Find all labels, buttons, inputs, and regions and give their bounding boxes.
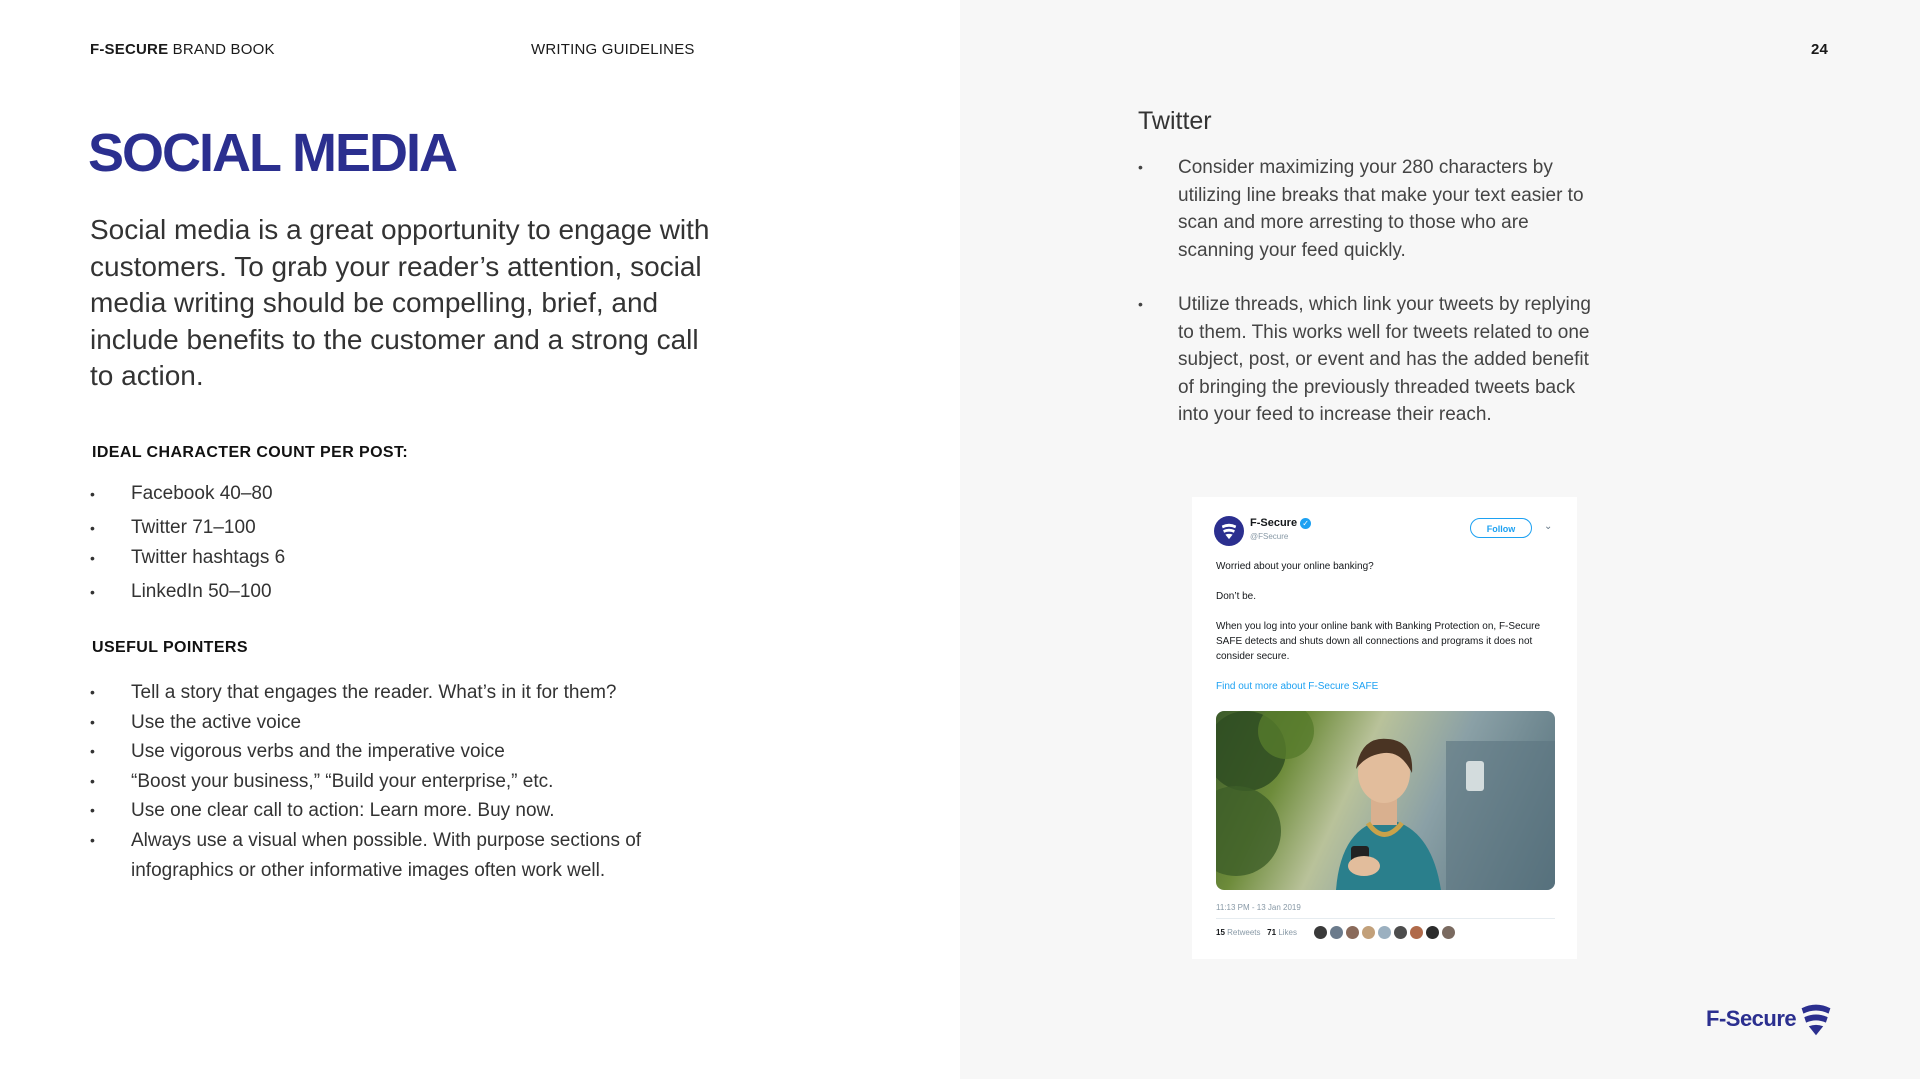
list-item: • Consider maximizing your 280 characters by utilizing line breaks that make your text easier to scan and more arresting to those who are scanning your feed quickly. — [1138, 157, 1584, 261]
tweet-author-handle[interactable]: @FSecure — [1250, 532, 1289, 541]
likes-label: Likes — [1278, 928, 1297, 937]
tweet-stats — [1216, 928, 1297, 937]
avatar[interactable] — [1410, 926, 1423, 939]
list-item: • Always use a visual when possible. With purpose sections of infographics or other informative images often work well. — [90, 829, 642, 881]
follow-button[interactable]: Follow — [1470, 518, 1532, 538]
avatar[interactable] — [1330, 926, 1343, 939]
list-item: • Utilize threads, which link your tweets by replying to them. This works well for tweets related to one subject, post, or event and has the added benefit of bringing the previously threaded tweets back into your feed to increase their reach. — [1138, 294, 1591, 425]
shield-logo-icon — [1798, 1001, 1834, 1037]
list-item: • Use one clear call to action: Learn more. Buy now. — [90, 800, 555, 822]
list-item: • Use the active voice — [90, 711, 302, 733]
twitter-tips-list — [1138, 291, 1608, 429]
retweets-label: Retweets — [1227, 928, 1261, 937]
f-secure-avatar[interactable] — [1214, 516, 1244, 546]
list-item: • Twitter hashtags 6 — [90, 547, 286, 568]
ideal-count-list — [90, 477, 285, 609]
avatar[interactable] — [1346, 926, 1359, 939]
brand-book-header: F-SECURE BRAND BOOK — [90, 41, 275, 58]
twitter-tips-list — [1138, 154, 1608, 264]
list-item: • Twitter 71–100 — [90, 517, 256, 538]
f-secure-wordmark: F-Secure — [1706, 1006, 1797, 1031]
avatar[interactable] — [1394, 926, 1407, 939]
woman-with-phone-image — [1216, 711, 1555, 890]
tweet-card — [1192, 497, 1577, 959]
list-item: • “Boost your business,” “Build your enterprise,” etc. — [90, 770, 554, 792]
likes-count[interactable]: 71 — [1267, 928, 1277, 937]
intro-paragraph: Social media is a great opportunity to engage with customers. To grab your reader’s attention, social media writing should be compelling, brief, and include benefits to the customer and a strong call to action. — [90, 214, 710, 391]
avatar[interactable] — [1426, 926, 1439, 939]
page-number: 24 — [1811, 41, 1829, 58]
page-title: SOCIAL MEDIA — [88, 123, 457, 183]
tweet-text-line: When you log into your online bank with Banking Protection on, F-Secure SAFE detects and shuts down all connections and programs it does not consider secure. — [1216, 621, 1541, 662]
chevron-down-icon[interactable]: ⌄ — [1544, 521, 1553, 532]
list-item: • Facebook 40–80 — [90, 483, 273, 504]
list-item: • LinkedIn 50–100 — [90, 581, 272, 602]
avatar[interactable] — [1378, 926, 1391, 939]
liker-avatars — [1314, 926, 1455, 939]
tweet-photo[interactable] — [1216, 711, 1555, 890]
retweets-count[interactable]: 15 — [1216, 928, 1225, 937]
tweet-timestamp[interactable]: 11:13 PM - 13 Jan 2019 — [1216, 903, 1301, 912]
useful-pointers-heading: USEFUL POINTERS — [92, 639, 248, 656]
shield-logo-icon — [1220, 522, 1238, 540]
list-item: • Use vigorous verbs and the imperative voice — [90, 741, 505, 763]
f-secure-logo — [1706, 1001, 1834, 1037]
twitter-heading: Twitter — [1138, 107, 1212, 135]
tweet-link[interactable]: Find out more about F-Secure SAFE — [1216, 681, 1379, 692]
tweet-text-line: Worried about your online banking? — [1216, 561, 1374, 572]
verified-badge-icon: ✓ — [1300, 518, 1311, 529]
useful-pointers-list — [90, 678, 730, 885]
avatar[interactable] — [1442, 926, 1455, 939]
list-item: • Tell a story that engages the reader. What’s in it for them? — [90, 682, 617, 703]
divider — [1216, 918, 1555, 919]
section-header: WRITING GUIDELINES — [531, 41, 695, 58]
ideal-count-heading: IDEAL CHARACTER COUNT PER POST: — [92, 444, 409, 461]
tweet-text-line: Don’t be. — [1216, 591, 1257, 602]
tweet-author-name[interactable]: F-Secure ✓ — [1250, 517, 1311, 529]
avatar[interactable] — [1362, 926, 1375, 939]
avatar[interactable] — [1314, 926, 1327, 939]
